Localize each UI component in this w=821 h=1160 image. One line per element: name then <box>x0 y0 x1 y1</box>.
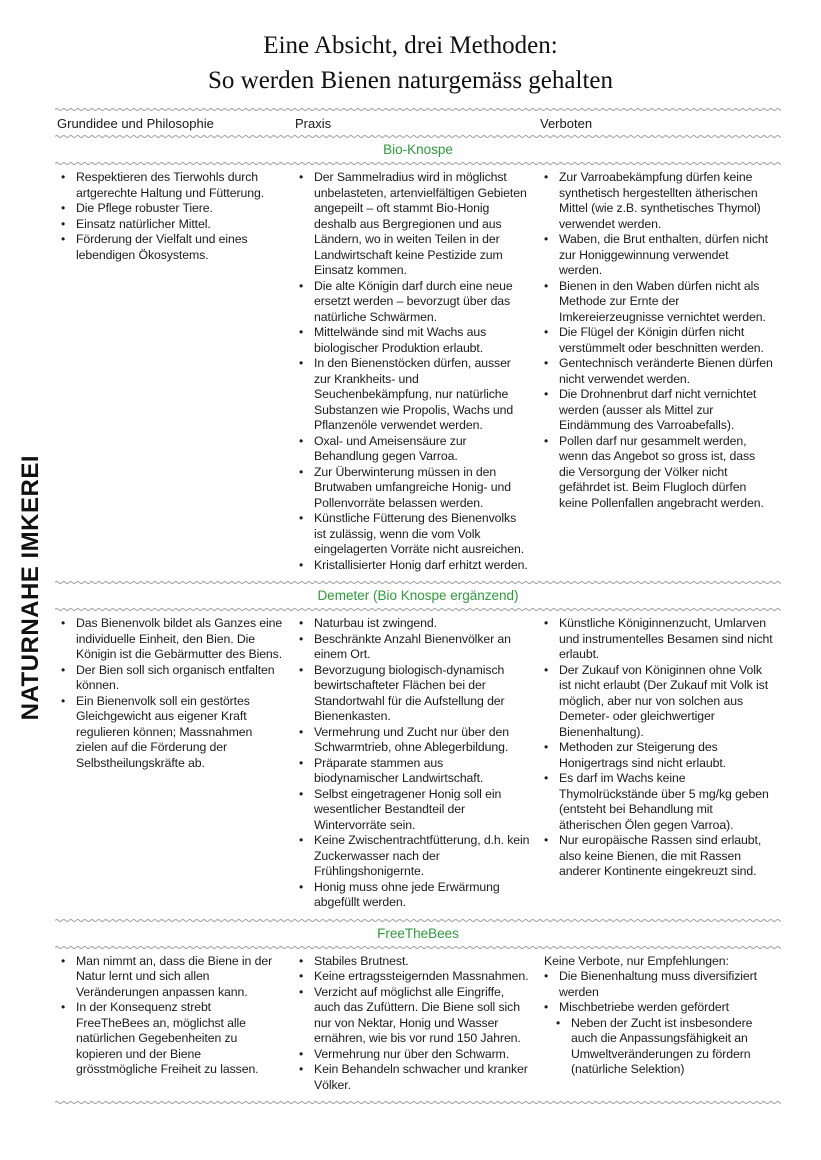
title-line-1: Eine Absicht, drei Methoden: <box>263 32 558 59</box>
section-bio-knospe-content <box>55 166 781 580</box>
freethebees-verboten-list <box>538 969 781 1078</box>
section-title-freethebees: FreeTheBees <box>377 925 459 941</box>
list-item: • Man nimmt an, dass die Biene in der Natur lernt und sich allen Veränderungen anpassen kann. <box>76 954 285 1001</box>
section-title-demeter: Demeter (Bio Knospe ergänzend) <box>317 588 519 603</box>
list-item: • Einsatz natürlicher Mittel. <box>76 217 285 233</box>
list-item: • Bevorzugung biologisch-dynamisch bewirtschafteter Flächen bei der Standortwahl für die Aufstellung der Bienenkasten. <box>314 663 530 725</box>
list-item: • Pollen darf nur gesammelt werden, wenn das Angebot so gross ist, dass die Versorgung der Völker nicht gefährdet ist. Beim Flugloch dürfen keine Pollenfallen angebracht werden. <box>559 434 773 512</box>
list-item: • Respektieren des Tierwohls durch artgerechte Haltung und Fütterung. <box>76 170 285 201</box>
list-item: • Förderung der Vielfalt und eines lebendigen Ökosystems. <box>76 232 285 263</box>
title-line-2: So werden Bienen naturgemäss gehalten <box>208 67 613 94</box>
list-item: • Die alte Königin darf durch eine neue ersetzt werden – bevorzugt über das natürliche Schwärmen. <box>314 279 530 326</box>
bio-knospe-philosophy-list <box>55 170 293 263</box>
list-item: • Naturbau ist zwingend. <box>314 616 530 632</box>
wavy-divider <box>55 918 781 923</box>
verboten-intro: Keine Verbote, nur Empfehlungen: <box>544 953 729 968</box>
section-freethebees-content <box>55 950 781 1101</box>
list-item: • Zur Überwinterung müssen in den Brutwaben umfangreiche Honig- und Pollenvorräte belassen werden. <box>314 465 530 512</box>
list-item: • Gentechnisch veränderte Bienen dürfen nicht verwendet werden. <box>559 356 773 387</box>
list-item: • In den Bienenstöcken dürfen, ausser zur Krankheits- und Seuchenbekämpfung, nur natürliche Substanzen wie Propolis, Wachs und Pflanzenöle verwendet werden. <box>314 356 530 434</box>
list-item: • Bienen in den Waben dürfen nicht als Methode zur Ernte der Imkereierzeugnisse vernichtet werden. <box>559 279 773 326</box>
list-item: • Methoden zur Steigerung des Honigertrags sind nicht erlaubt. <box>559 740 773 771</box>
wavy-divider <box>55 107 781 112</box>
list-item: • Zur Varroabekämpfung dürfen keine synthetisch hergestellten ätherischen Mittel (wie z.B. synthetisches Thymol) verwendet werden. <box>559 170 773 232</box>
list-item: • Oxal- und Ameisensäure zur Behandlung gegen Varroa. <box>314 434 530 465</box>
list-item: • Honig muss ohne jede Erwärmung abgefüllt werden. <box>314 880 530 911</box>
bio-knospe-verboten-cell <box>538 170 781 573</box>
column-header-verboten: Verboten <box>540 116 593 131</box>
section-title-bio-knospe: Bio-Knospe <box>383 142 453 157</box>
bio-knospe-praxis-cell <box>293 170 538 573</box>
list-item: • Mittelwände sind mit Wachs aus biologischer Produktion erlaubt. <box>314 325 530 356</box>
table-header-row <box>55 112 781 134</box>
list-item: • Die Pflege robuster Tiere. <box>76 201 285 217</box>
list-item: • Neben der Zucht ist insbesondere auch die Anpassungsfähigkeit an Umweltveränderungen zu fördern (natürliche Selektion) <box>571 1016 773 1078</box>
list-item: • Beschränkte Anzahl Bienenvölker an einem Ort. <box>314 632 530 663</box>
list-item: • Es darf im Wachs keine Thymolrückstände über 5 mg/kg geben (entsteht bei Behandlung mit ätherischen Ölen gegen Varroa). <box>559 771 773 833</box>
vertical-side-label: NATURNAHE IMKEREI <box>17 455 44 721</box>
list-item: • Vermehrung nur über den Schwarm. <box>314 1047 530 1063</box>
list-item: • Ein Bienenvolk soll ein gestörtes Gleichgewicht aus eigener Kraft regulieren können; Massnahmen zielen auf die Förderung der Selbstheilungskräfte ab. <box>76 694 285 772</box>
wavy-divider <box>55 161 781 166</box>
demeter-praxis-list <box>293 616 538 911</box>
list-item: • Künstliche Fütterung des Bienenvolks ist zulässig, wenn die vom Volk eingelagerten Vorräte nicht ausreichen. <box>314 511 530 558</box>
list-item: • Die Bienenhaltung muss diversifiziert werden <box>559 969 773 1000</box>
freethebees-praxis-cell <box>293 954 538 1094</box>
list-item: • Mischbetriebe werden gefördert <box>559 1000 773 1016</box>
list-item: • Keine Zwischentrachtfütterung, d.h. kein Zuckerwasser nach der Frühlingshonigernte. <box>314 833 530 880</box>
wavy-divider <box>55 607 781 612</box>
methods-table <box>55 107 781 1105</box>
list-item: • Kristallisierter Honig darf erhitzt werden. <box>314 558 530 574</box>
wavy-divider <box>55 134 781 139</box>
list-item: • Stabiles Brutnest. <box>314 954 530 970</box>
list-item: • Verzicht auf möglichst alle Eingriffe, auch das Zufüttern. Die Biene soll sich nur von Nektar, Honig und Wasser ernähren, wie bis vor rund 150 Jahren. <box>314 985 530 1047</box>
list-item: • Keine ertragssteigernden Massnahmen. <box>314 969 530 985</box>
column-header-praxis: Praxis <box>295 116 332 131</box>
list-item: • Vermehrung und Zucht nur über den Schwarmtrieb, ohne Ablegerbildung. <box>314 725 530 756</box>
page-title <box>0 0 821 98</box>
demeter-praxis-cell <box>293 616 538 911</box>
wavy-divider <box>55 1100 781 1105</box>
wavy-divider <box>55 580 781 585</box>
list-item: • Selbst eingetragener Honig soll ein wesentlicher Bestandteil der Wintervorräte sein. <box>314 787 530 834</box>
wavy-divider <box>55 945 781 950</box>
list-item: • In der Konsequenz strebt FreeTheBees an, möglichst alle natürlichen Gegebenheiten zu kopieren und der Biene grösstmögliche Freiheit zu lassen. <box>76 1000 285 1078</box>
bio-knospe-verboten-list <box>538 170 781 511</box>
section-demeter-content <box>55 612 781 918</box>
list-item: • Die Flügel der Königin dürfen nicht verstümmelt oder beschnitten werden. <box>559 325 773 356</box>
list-item: • Die Drohnenbrut darf nicht vernichtet werden (ausser als Mittel zur Eindämmung des Varroabefalls). <box>559 387 773 434</box>
column-header-philosophy: Grundidee und Philosophie <box>57 116 214 131</box>
list-item: • Präparate stammen aus biodynamischer Landwirtschaft. <box>314 756 530 787</box>
freethebees-philosophy-list <box>55 954 293 1078</box>
list-item: • Der Bien soll sich organisch entfalten können. <box>76 663 285 694</box>
bio-knospe-philosophy-cell <box>55 170 293 573</box>
list-item: • Kein Behandeln schwacher und kranker Völker. <box>314 1062 530 1093</box>
demeter-philosophy-cell <box>55 616 293 911</box>
list-item: • Nur europäische Rassen sind erlaubt, also keine Bienen, die mit Rassen anderer Kontinente eingekreuzt sind. <box>559 833 773 880</box>
list-item: • Der Sammelradius wird in möglichst unbelasteten, artenvielfältigen Gebieten angepeilt – oft stammt Bio-Honig deshalb aus Bergregionen und aus Ländern, wo in weiten Teilen in der Landwirtschaft keine Pestizide zum Einsatz kommen. <box>314 170 530 279</box>
list-item: • Künstliche Königinnenzucht, Umlarven und instrumentelles Besamen sind nicht erlaubt. <box>559 616 773 663</box>
freethebees-praxis-list <box>293 954 538 1094</box>
freethebees-philosophy-cell <box>55 954 293 1094</box>
freethebees-verboten-cell <box>538 954 781 1094</box>
demeter-verboten-list <box>538 616 781 880</box>
bio-knospe-praxis-list <box>293 170 538 573</box>
demeter-philosophy-list <box>55 616 293 771</box>
list-item: • Der Zukauf von Königinnen ohne Volk ist nicht erlaubt (Der Zukauf mit Volk ist möglich, aber nur von solchen aus Demeter- oder gleichwertiger Bienenhaltung). <box>559 663 773 741</box>
list-item: • Waben, die Brut enthalten, dürfen nicht zur Honiggewinnung verwendet werden. <box>559 232 773 279</box>
list-item: • Das Bienenvolk bildet als Ganzes eine individuelle Einheit, den Bien. Die Königin ist die Gebärmutter des Biens. <box>76 616 285 663</box>
demeter-verboten-cell <box>538 616 781 911</box>
